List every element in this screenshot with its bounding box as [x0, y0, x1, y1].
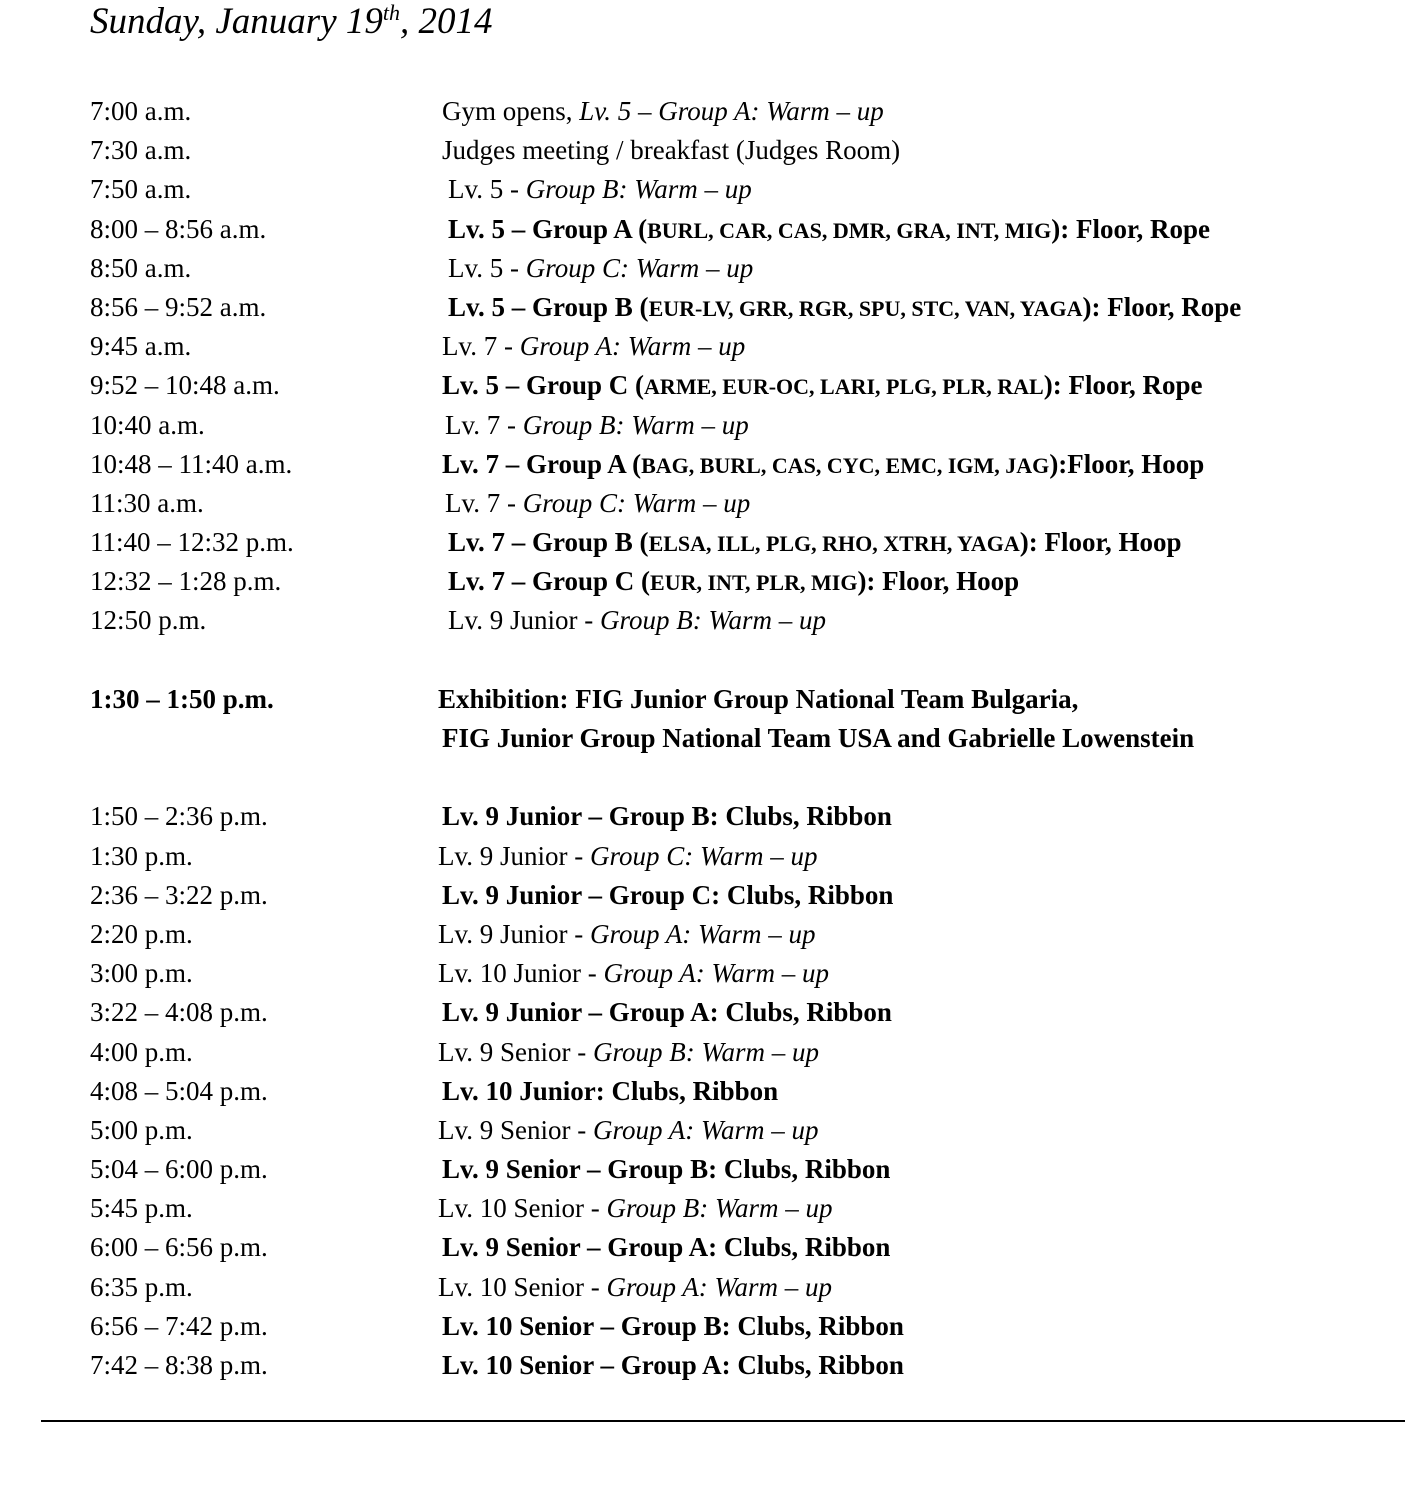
schedule-event [438, 680, 1078, 719]
event-text-segment: Lv. 9 Junior – Group B: Clubs, Ribbon [442, 801, 892, 832]
schedule-row [90, 249, 1395, 288]
schedule-row [90, 1346, 1395, 1385]
schedule-row [90, 170, 1395, 209]
schedule-time: 12:50 p.m. [90, 605, 207, 636]
event-text-segment: Group A: Warm – up [592, 1114, 819, 1145]
schedule-event [442, 1228, 890, 1267]
schedule-gap [90, 758, 1395, 797]
schedule-time: 5:00 p.m. [90, 1114, 193, 1145]
schedule-event [442, 1150, 890, 1189]
event-text-segment: Group A: Warm – up [589, 918, 816, 949]
schedule-row [90, 993, 1395, 1032]
schedule-event [442, 131, 900, 170]
schedule-row [90, 837, 1395, 876]
schedule-row [90, 1033, 1395, 1072]
event-text-segment: Lv. 10 Senior - [438, 1193, 607, 1224]
schedule-row [90, 406, 1395, 445]
event-text-segment: Group A: Warm – up [606, 1271, 833, 1302]
event-text-segment: Lv. 10 Senior – Group A: Clubs, Ribbon [442, 1350, 904, 1380]
event-text-segment: Lv. 7 - [442, 331, 520, 362]
schedule-event [448, 288, 1241, 328]
event-text-segment: Lv. 9 Senior – Group A: Clubs, Ribbon [442, 1232, 891, 1263]
event-text-segment: Lv. 10 Junior: Clubs, Ribbon [442, 1075, 779, 1106]
schedule-time: 11:40 – 12:32 p.m. [90, 527, 294, 558]
event-text-segment: FIG Junior Group National Team USA and Gabrielle Lowenstein [442, 723, 1195, 753]
schedule-event [438, 1189, 833, 1228]
schedule-event [442, 327, 745, 366]
schedule-event [448, 170, 752, 209]
event-text-segment: Lv. 5 - [448, 174, 526, 205]
event-text-segment: Lv. 10 Senior - [438, 1271, 607, 1302]
event-text-segment: ): Floor, Rope [1043, 370, 1203, 401]
event-text-segment: Group C: Warm – up [589, 840, 818, 871]
schedule-time: 9:45 a.m. [90, 331, 192, 362]
schedule-event [438, 837, 818, 876]
event-text-segment: Lv. 10 Senior – Group B: Clubs, Ribbon [442, 1310, 904, 1341]
schedule-event [448, 562, 1019, 602]
schedule-row [90, 876, 1395, 915]
event-text-segment: Lv. 5 – Group B ( [448, 291, 649, 322]
schedule-row [90, 1307, 1395, 1346]
event-text-segment: ):Floor, Hoop [1049, 448, 1205, 479]
schedule-time: 7:42 – 8:38 p.m. [90, 1350, 268, 1380]
schedule-time: 3:22 – 4:08 p.m. [90, 997, 268, 1028]
schedule-row [90, 1228, 1395, 1267]
schedule-time: 6:56 – 7:42 p.m. [90, 1310, 268, 1341]
event-text-segment: ): Floor, Hoop [1019, 527, 1182, 558]
schedule-time: 9:52 – 10:48 a.m. [90, 370, 280, 401]
bottom-divider [41, 1420, 1405, 1422]
schedule-row [90, 484, 1395, 523]
schedule-row [90, 92, 1395, 131]
schedule-row [90, 210, 1395, 249]
schedule-event [442, 993, 892, 1032]
event-text-segment: Group B: Warm – up [525, 174, 752, 205]
schedule-event [438, 1111, 819, 1150]
schedule-event [442, 1346, 904, 1385]
event-text-segment: Lv. 5 - [448, 252, 526, 283]
schedule-time: 4:08 – 5:04 p.m. [90, 1075, 268, 1106]
schedule-time: 8:00 – 8:56 a.m. [90, 213, 267, 244]
event-text-segment: Group A: Warm – up [519, 331, 746, 362]
event-text-segment: Lv. 9 Senior – Group B: Clubs, Ribbon [442, 1154, 891, 1185]
schedule-table [90, 92, 1395, 1385]
event-text-segment: Group B: Warm – up [599, 605, 826, 636]
schedule-time: 6:35 p.m. [90, 1271, 193, 1302]
schedule-event [442, 92, 884, 131]
schedule-row [90, 1150, 1395, 1189]
event-text-segment: Lv. 7 - [445, 487, 523, 518]
schedule-row [90, 1268, 1395, 1307]
title-ordinal-suffix: th [382, 0, 400, 25]
event-text-segment: Lv. 7 – Group A ( [442, 448, 642, 479]
schedule-row [90, 366, 1395, 405]
event-text-segment: Lv. 10 Junior - [438, 958, 604, 989]
event-text-segment: Lv. 9 Senior - [438, 1114, 593, 1145]
schedule-event [442, 445, 1204, 485]
event-text-segment: Group B: Warm – up [606, 1193, 833, 1224]
event-text-segment: ): Floor, Hoop [857, 566, 1020, 597]
event-text-segment: Group B: Warm – up [522, 409, 749, 440]
schedule-event [438, 1268, 832, 1307]
event-text-segment: Group C: Warm – up [522, 487, 751, 518]
schedule-row [90, 288, 1395, 327]
schedule-row [90, 131, 1395, 170]
event-text-segment: BAG, BURL, CAS, CYC, EMC, IGM, JAG [641, 452, 1050, 478]
event-text-segment: ARME, EUR-OC, LARI, PLG, PLR, RAL [644, 374, 1044, 400]
schedule-row [90, 523, 1395, 562]
event-text-segment: Judges meeting / breakfast (Judges Room) [442, 135, 901, 166]
schedule-row [90, 1111, 1395, 1150]
schedule-row [90, 680, 1395, 719]
schedule-event [442, 719, 1194, 758]
schedule-row [90, 915, 1395, 954]
schedule-time: 5:04 – 6:00 p.m. [90, 1154, 268, 1185]
schedule-time: 11:30 a.m. [90, 487, 204, 518]
schedule-time: 1:50 – 2:36 p.m. [90, 801, 268, 832]
schedule-time: 10:40 a.m. [90, 409, 205, 440]
schedule-time: 8:50 a.m. [90, 252, 192, 283]
event-text-segment: Exhibition: FIG Junior Group National Team Bulgaria, [438, 683, 1079, 714]
schedule-row [90, 601, 1395, 640]
schedule-event [448, 249, 753, 288]
schedule-event [448, 601, 826, 640]
event-text-segment: Group B: Warm – up [592, 1036, 819, 1067]
title-year: , 2014 [400, 1, 493, 42]
schedule-row [90, 562, 1395, 601]
schedule-time: 1:30 – 1:50 p.m. [90, 683, 274, 714]
schedule-event [445, 484, 750, 523]
schedule-time: 2:20 p.m. [90, 918, 193, 949]
schedule-time: 2:36 – 3:22 p.m. [90, 879, 268, 910]
schedule-row [90, 1072, 1395, 1111]
schedule-event [438, 1033, 819, 1072]
event-text-segment: ): Floor, Rope [1051, 213, 1210, 244]
schedule-event [442, 1072, 778, 1111]
schedule-time: 7:00 a.m. [90, 96, 192, 126]
event-text-segment: EUR-LV, GRR, RGR, SPU, STC, VAN, YAGA [648, 295, 1083, 321]
schedule-time: 12:32 – 1:28 p.m. [90, 566, 282, 597]
schedule-row [90, 954, 1395, 993]
page-title [90, 0, 493, 46]
event-text-segment: BURL, CAR, CAS, DMR, GRA, INT, MIG [647, 217, 1052, 243]
event-text-segment: Lv. 7 - [445, 409, 523, 440]
event-text-segment: Lv. 7 – Group C ( [448, 566, 651, 597]
schedule-event [442, 366, 1202, 406]
schedule-row [90, 327, 1395, 366]
event-text-segment: Lv. 9 Junior - [438, 918, 590, 949]
event-text-segment: Group A: Warm – up [603, 958, 830, 989]
schedule-event [448, 523, 1182, 563]
schedule-time: 3:00 p.m. [90, 958, 193, 989]
event-text-segment: Lv. 9 Junior - [448, 605, 600, 636]
schedule-row [90, 1189, 1395, 1228]
schedule-row [90, 797, 1395, 836]
schedule-time: 6:00 – 6:56 p.m. [90, 1232, 268, 1263]
event-text-segment: Group C: Warm – up [525, 252, 754, 283]
schedule-time: 8:56 – 9:52 a.m. [90, 291, 267, 322]
schedule-time: 7:30 a.m. [90, 135, 192, 166]
schedule-time: 10:48 – 11:40 a.m. [90, 448, 293, 479]
event-text-segment: Lv. 5 – Group A ( [448, 213, 648, 244]
schedule-time: 4:00 p.m. [90, 1036, 193, 1067]
event-text-segment: Lv. 5 – Group C ( [442, 370, 645, 401]
schedule-event [438, 954, 829, 993]
event-text-segment: Lv. 9 Junior - [438, 840, 590, 871]
event-text-segment: Gym opens, [442, 96, 580, 126]
schedule-time: 1:30 p.m. [90, 840, 193, 871]
schedule-event [442, 876, 893, 915]
schedule-event [448, 210, 1210, 250]
event-text-segment: Lv. 7 – Group B ( [448, 527, 649, 558]
schedule-event [438, 915, 816, 954]
title-date: Sunday, January 19 [90, 1, 383, 42]
event-text-segment: Lv. 9 Senior - [438, 1036, 593, 1067]
event-text-segment: Lv. 9 Junior – Group A: Clubs, Ribbon [442, 997, 892, 1028]
event-text-segment: EUR, INT, PLR, MIG [650, 570, 858, 596]
event-text-segment: Lv. 9 Junior – Group C: Clubs, Ribbon [442, 879, 894, 910]
schedule-row [90, 719, 1395, 758]
schedule-time: 5:45 p.m. [90, 1193, 193, 1224]
schedule-event [442, 1307, 904, 1346]
event-text-segment: ELSA, ILL, PLG, RHO, XTRH, YAGA [648, 531, 1020, 557]
schedule-event [445, 406, 749, 445]
event-text-segment: Lv. 5 – Group A: Warm – up [579, 96, 884, 126]
schedule-row [90, 445, 1395, 484]
schedule-time: 7:50 a.m. [90, 174, 192, 205]
event-text-segment: ): Floor, Rope [1082, 291, 1242, 322]
schedule-gap [90, 641, 1395, 680]
schedule-event [442, 797, 892, 836]
